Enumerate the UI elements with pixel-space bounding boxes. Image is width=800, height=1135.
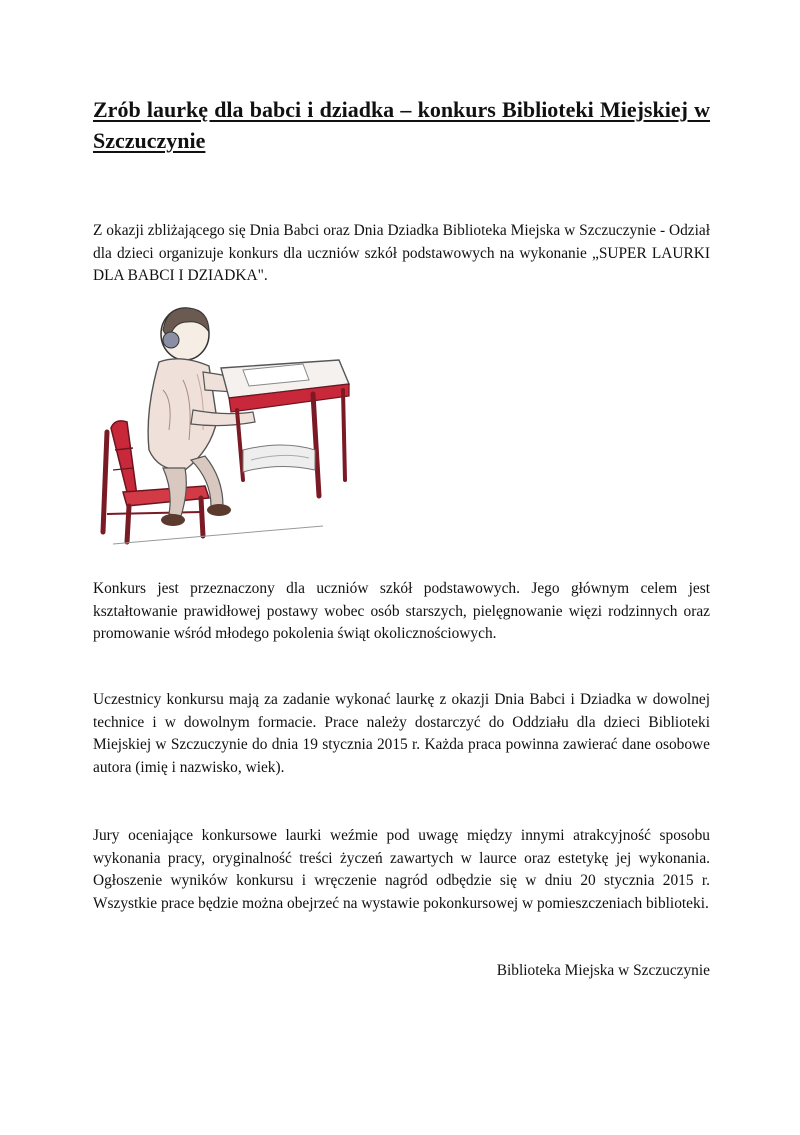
paragraph-jury: Jury oceniające konkursowe laurki weźmie pod uwagę między innymi atrakcyjność sposobu wykonania pracy, oryginalność treści życzeń zawartych w laurce oraz estetykę jej wykonania. Ogłoszenie wyników konkursu i wręczenie nagród odbędzie się w dniu 20 stycznia 2015 r. Wszystkie prace będzie można obejrzeć na wystawie pokonkursowej w pomieszczeniach biblioteki.	[93, 827, 710, 912]
signature: Biblioteka Miejska w Szczuczynie	[496, 962, 710, 979]
child-drawing-at-desk-illustration	[93, 300, 353, 550]
intro-paragraph: Z okazji zbliżającego się Dnia Babci oraz Dnia Dziadka Biblioteka Miejska w Szczuczynie - Odział dla dzieci organizuje konkurs dla uczniów szkół podstawowych na wykonanie „SUPER LAURKI DLA BABCI I DZIADKA".	[93, 222, 710, 284]
page-title: Zrób laurkę dla babci i dziadka – konkurs Biblioteki Miejskiej w Szczuczynie	[93, 97, 710, 153]
paragraph-rules: Uczestnicy konkursu mają za zadanie wykonać laurkę z okazji Dnia Babci i Dziadka w dowolnej technice i w dowolnym formacie. Prace należy dostarczyć do Oddziału dla dzieci Biblioteki Miejskiej w Szczuczynie do dnia 19 stycznia 2015 r. Każda praca powinna zawierać dane osobowe autora (imię i nazwisko, wiek).	[93, 691, 710, 776]
paragraph-goal: Konkurs jest przeznaczony dla uczniów szkół podstawowych. Jego głównym celem jest kształtowanie prawidłowej postawy wobec osób starszych, pielęgnowanie więzi rodzinnych oraz promowanie wśród młodego pokolenia świąt okolicznościowych.	[93, 580, 710, 642]
desk	[221, 360, 349, 496]
